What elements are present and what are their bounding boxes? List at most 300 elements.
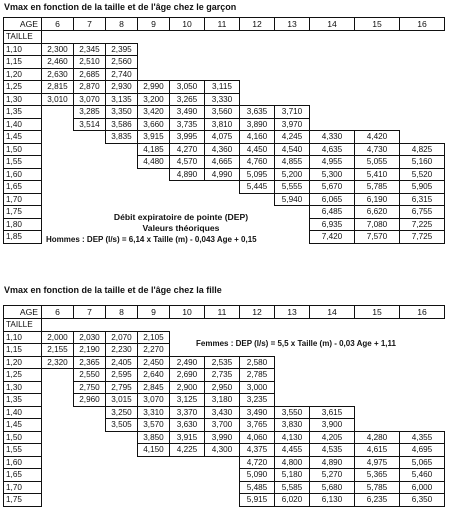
empty-cell (42, 406, 74, 419)
vmax-cell: 5,300 (310, 168, 355, 181)
vmax-cell: 3,125 (170, 394, 205, 407)
empty-cell (138, 43, 170, 56)
empty-cell (240, 93, 275, 106)
empty-cell (400, 331, 445, 344)
vmax-cell: 2,365 (74, 356, 106, 369)
empty-cell (42, 369, 74, 382)
vmax-cell: 4,245 (275, 131, 310, 144)
girls-formula-label: Femmes (196, 339, 229, 348)
dep-note (86, 212, 276, 234)
empty-cell (138, 168, 170, 181)
empty-cell (106, 31, 138, 44)
vmax-cell: 4,355 (400, 431, 445, 444)
vmax-cell: 4,280 (355, 431, 400, 444)
empty-cell (205, 469, 240, 482)
empty-cell (42, 156, 74, 169)
vmax-cell: 2,845 (138, 381, 170, 394)
age-column-header: 7 (74, 306, 106, 319)
empty-cell (310, 68, 355, 81)
vmax-cell: 6,935 (310, 218, 355, 231)
empty-cell (355, 419, 400, 432)
vmax-cell: 5,055 (355, 156, 400, 169)
empty-cell (170, 456, 205, 469)
empty-cell (275, 381, 310, 394)
boys-vmax-table (3, 17, 445, 244)
empty-cell (138, 319, 170, 332)
empty-cell (205, 181, 240, 194)
vmax-cell: 5,160 (400, 156, 445, 169)
vmax-cell: 4,760 (240, 156, 275, 169)
vmax-cell: 2,000 (42, 331, 74, 344)
empty-cell (205, 43, 240, 56)
vmax-cell: 2,795 (106, 381, 138, 394)
vmax-cell: 3,710 (275, 106, 310, 119)
height-label: 1,10 (4, 43, 42, 56)
vmax-cell: 4,360 (205, 143, 240, 156)
empty-cell (74, 131, 106, 144)
table-row (4, 356, 445, 369)
vmax-cell: 5,555 (275, 181, 310, 194)
vmax-cell: 3,970 (275, 118, 310, 131)
empty-cell (74, 481, 106, 494)
vmax-cell: 3,514 (74, 118, 106, 131)
vmax-cell: 4,270 (170, 143, 205, 156)
age-column-header: 8 (106, 306, 138, 319)
empty-cell (400, 356, 445, 369)
vmax-cell: 6,485 (310, 206, 355, 219)
empty-cell (355, 381, 400, 394)
empty-cell (74, 419, 106, 432)
empty-cell (106, 156, 138, 169)
vmax-cell: 4,635 (310, 143, 355, 156)
table-row (4, 156, 445, 169)
height-label: 1,50 (4, 143, 42, 156)
table-row (4, 106, 445, 119)
table-row (4, 394, 445, 407)
age-column-header: 14 (310, 306, 355, 319)
vmax-cell: 4,225 (170, 444, 205, 457)
vmax-cell: 7,725 (400, 231, 445, 244)
empty-cell (42, 469, 74, 482)
empty-cell (106, 469, 138, 482)
vmax-cell: 5,410 (355, 168, 400, 181)
empty-cell (400, 419, 445, 432)
empty-cell (240, 56, 275, 69)
height-label: 1,60 (4, 168, 42, 181)
empty-cell (310, 356, 355, 369)
empty-cell (310, 394, 355, 407)
vmax-cell: 2,690 (170, 369, 205, 382)
vmax-cell: 6,065 (310, 193, 355, 206)
empty-cell (74, 193, 106, 206)
height-label: 1,25 (4, 369, 42, 382)
vmax-cell: 4,540 (275, 143, 310, 156)
empty-cell (42, 206, 74, 219)
age-column-header: 14 (310, 18, 355, 31)
empty-cell (170, 181, 205, 194)
age-column-header: 12 (240, 18, 275, 31)
empty-cell (42, 143, 74, 156)
age-column-header: 15 (355, 18, 400, 31)
vmax-cell: 4,420 (355, 131, 400, 144)
vmax-cell: 5,270 (310, 469, 355, 482)
vmax-cell: 4,150 (138, 444, 170, 457)
age-column-header: 16 (400, 18, 445, 31)
vmax-cell: 5,905 (400, 181, 445, 194)
vmax-cell: 3,310 (138, 406, 170, 419)
vmax-cell: 5,485 (240, 481, 275, 494)
vmax-cell: 2,560 (106, 56, 138, 69)
vmax-cell: 3,995 (170, 131, 205, 144)
age-column-header: 6 (42, 18, 74, 31)
vmax-cell: 2,460 (42, 56, 74, 69)
vmax-cell: 2,740 (106, 68, 138, 81)
vmax-cell: 2,405 (106, 356, 138, 369)
empty-cell (106, 431, 138, 444)
vmax-cell: 3,235 (240, 394, 275, 407)
vmax-cell: 2,230 (106, 344, 138, 357)
empty-cell (355, 118, 400, 131)
empty-cell (42, 394, 74, 407)
table-row (4, 193, 445, 206)
empty-cell (275, 56, 310, 69)
age-column-header: 16 (400, 306, 445, 319)
empty-cell (170, 193, 205, 206)
empty-cell (400, 68, 445, 81)
empty-cell (355, 31, 400, 44)
table-row (4, 56, 445, 69)
empty-cell (106, 481, 138, 494)
table-row (4, 68, 445, 81)
empty-cell (240, 31, 275, 44)
boys-formula (46, 235, 257, 244)
empty-cell (138, 469, 170, 482)
vmax-cell: 5,460 (400, 469, 445, 482)
table-row (4, 419, 445, 432)
vmax-cell: 4,890 (310, 456, 355, 469)
height-label: 1,45 (4, 131, 42, 144)
empty-cell (205, 319, 240, 332)
empty-cell (138, 456, 170, 469)
empty-cell (240, 43, 275, 56)
vmax-cell: 3,765 (240, 419, 275, 432)
vmax-cell: 3,250 (106, 406, 138, 419)
vmax-cell: 2,270 (138, 344, 170, 357)
empty-cell (106, 444, 138, 457)
vmax-cell: 2,815 (42, 81, 74, 94)
vmax-cell: 4,160 (240, 131, 275, 144)
height-label: 1,45 (4, 419, 42, 432)
height-label: 1,60 (4, 456, 42, 469)
height-label: 1,30 (4, 93, 42, 106)
vmax-cell: 2,930 (106, 81, 138, 94)
age-column-header: 10 (170, 306, 205, 319)
empty-cell (355, 81, 400, 94)
vmax-cell: 3,420 (138, 106, 170, 119)
empty-cell (355, 106, 400, 119)
vmax-cell: 7,420 (310, 231, 355, 244)
vmax-cell: 3,350 (106, 106, 138, 119)
vmax-cell: 2,580 (240, 356, 275, 369)
vmax-cell: 3,900 (310, 419, 355, 432)
height-label: 1,15 (4, 344, 42, 357)
empty-cell (355, 68, 400, 81)
table-row (4, 93, 445, 106)
vmax-cell: 3,615 (310, 406, 355, 419)
table-row (4, 43, 445, 56)
vmax-cell: 7,570 (355, 231, 400, 244)
empty-cell (138, 31, 170, 44)
vmax-cell: 3,070 (74, 93, 106, 106)
empty-cell (355, 43, 400, 56)
empty-cell (400, 118, 445, 131)
empty-cell (205, 56, 240, 69)
vmax-cell: 5,585 (275, 481, 310, 494)
empty-cell (400, 319, 445, 332)
vmax-cell: 3,285 (74, 106, 106, 119)
empty-cell (106, 456, 138, 469)
vmax-cell: 3,010 (42, 93, 74, 106)
vmax-cell: 7,080 (355, 218, 400, 231)
empty-cell (42, 319, 74, 332)
age-column-header: 13 (275, 18, 310, 31)
vmax-cell: 4,615 (355, 444, 400, 457)
age-column-header: 9 (138, 306, 170, 319)
table-row (4, 456, 445, 469)
vmax-cell: 4,800 (275, 456, 310, 469)
vmax-cell: 2,870 (74, 81, 106, 94)
vmax-cell: 3,630 (170, 419, 205, 432)
empty-cell (138, 68, 170, 81)
empty-cell (74, 456, 106, 469)
vmax-cell: 3,700 (205, 419, 240, 432)
vmax-cell: 6,620 (355, 206, 400, 219)
vmax-cell: 3,135 (106, 93, 138, 106)
dep-note-title: Débit expiratoire de pointe (DEP) (113, 212, 249, 222)
table-row (4, 431, 445, 444)
empty-cell (42, 106, 74, 119)
empty-cell (400, 394, 445, 407)
table-row (4, 168, 445, 181)
vmax-cell: 3,370 (170, 406, 205, 419)
vmax-cell: 6,235 (355, 494, 400, 507)
vmax-cell: 4,665 (205, 156, 240, 169)
age-column-header: 11 (205, 306, 240, 319)
height-label: 1,35 (4, 394, 42, 407)
height-label: 1,10 (4, 331, 42, 344)
table-row (4, 131, 445, 144)
vmax-cell: 5,180 (275, 469, 310, 482)
vmax-cell: 5,520 (400, 168, 445, 181)
table-row (4, 444, 445, 457)
age-column-header: 12 (240, 306, 275, 319)
vmax-cell: 6,130 (310, 494, 355, 507)
age-header: AGE (4, 306, 42, 319)
vmax-cell: 3,505 (106, 419, 138, 432)
table-row (4, 469, 445, 482)
empty-cell (74, 143, 106, 156)
vmax-cell: 3,850 (138, 431, 170, 444)
vmax-cell: 4,060 (240, 431, 275, 444)
height-label: 1,20 (4, 356, 42, 369)
vmax-cell: 3,200 (138, 93, 170, 106)
vmax-cell: 2,960 (74, 394, 106, 407)
empty-cell (170, 43, 205, 56)
empty-cell (138, 481, 170, 494)
vmax-cell: 4,990 (205, 168, 240, 181)
empty-cell (42, 431, 74, 444)
empty-cell (310, 369, 355, 382)
empty-cell (205, 31, 240, 44)
vmax-cell: 2,105 (138, 331, 170, 344)
empty-cell (355, 56, 400, 69)
empty-cell (275, 43, 310, 56)
empty-cell (74, 156, 106, 169)
vmax-cell: 3,115 (205, 81, 240, 94)
empty-cell (42, 118, 74, 131)
girls-formula (196, 339, 396, 348)
empty-cell (310, 106, 355, 119)
empty-cell (275, 31, 310, 44)
empty-cell (42, 193, 74, 206)
vmax-cell: 3,180 (205, 394, 240, 407)
vmax-cell: 5,095 (240, 168, 275, 181)
vmax-cell: 4,455 (275, 444, 310, 457)
table-row (4, 381, 445, 394)
height-label: 1,35 (4, 106, 42, 119)
vmax-cell: 3,830 (275, 419, 310, 432)
dep-note-subtitle: Valeurs théoriques (142, 223, 220, 233)
vmax-cell: 5,065 (400, 456, 445, 469)
empty-cell (106, 319, 138, 332)
vmax-cell: 2,735 (205, 369, 240, 382)
vmax-cell: 4,205 (310, 431, 355, 444)
empty-cell (400, 369, 445, 382)
empty-cell (240, 193, 275, 206)
vmax-cell: 6,190 (355, 193, 400, 206)
height-label: 1,40 (4, 406, 42, 419)
vmax-cell: 3,735 (170, 118, 205, 131)
vmax-cell: 2,155 (42, 344, 74, 357)
vmax-cell: 3,050 (170, 81, 205, 94)
empty-cell (400, 56, 445, 69)
vmax-cell: 2,395 (106, 43, 138, 56)
empty-cell (74, 406, 106, 419)
vmax-cell: 4,720 (240, 456, 275, 469)
empty-cell (400, 406, 445, 419)
vmax-cell: 4,185 (138, 143, 170, 156)
empty-cell (400, 106, 445, 119)
vmax-cell: 4,825 (400, 143, 445, 156)
empty-cell (138, 181, 170, 194)
empty-cell (42, 131, 74, 144)
empty-cell (310, 381, 355, 394)
empty-cell (355, 356, 400, 369)
vmax-cell: 4,075 (205, 131, 240, 144)
height-label: 1,55 (4, 444, 42, 457)
vmax-cell: 4,890 (170, 168, 205, 181)
table-row (4, 181, 445, 194)
vmax-cell: 4,695 (400, 444, 445, 457)
empty-cell (42, 419, 74, 432)
empty-cell (240, 68, 275, 81)
vmax-cell: 3,890 (240, 118, 275, 131)
empty-cell (42, 494, 74, 507)
height-label: 1,70 (4, 193, 42, 206)
empty-cell (310, 56, 355, 69)
age-column-header: 11 (205, 18, 240, 31)
height-label: 1,65 (4, 469, 42, 482)
empty-cell (170, 469, 205, 482)
empty-cell (74, 444, 106, 457)
height-label: 1,75 (4, 494, 42, 507)
vmax-cell: 2,510 (74, 56, 106, 69)
vmax-cell: 2,595 (106, 369, 138, 382)
vmax-cell: 3,835 (106, 131, 138, 144)
vmax-cell: 3,915 (138, 131, 170, 144)
girls-table-title: Vmax en fonction de la taille et de l'âge chez la fille (4, 285, 222, 295)
boys-formula-label: Hommes (46, 235, 80, 244)
vmax-cell: 6,350 (400, 494, 445, 507)
vmax-cell: 4,300 (205, 444, 240, 457)
vmax-cell: 5,915 (240, 494, 275, 507)
vmax-cell: 5,785 (355, 181, 400, 194)
empty-cell (205, 481, 240, 494)
vmax-cell: 3,430 (205, 406, 240, 419)
vmax-cell: 2,535 (205, 356, 240, 369)
age-column-header: 13 (275, 306, 310, 319)
table-row (4, 81, 445, 94)
table-row (4, 494, 445, 507)
vmax-cell: 5,445 (240, 181, 275, 194)
height-label: 1,25 (4, 81, 42, 94)
empty-cell (275, 68, 310, 81)
vmax-cell: 6,000 (400, 481, 445, 494)
table-row (4, 481, 445, 494)
height-label: 1,30 (4, 381, 42, 394)
height-label: 1,40 (4, 118, 42, 131)
vmax-cell: 4,570 (170, 156, 205, 169)
empty-cell (42, 481, 74, 494)
vmax-cell: 6,315 (400, 193, 445, 206)
empty-cell (240, 81, 275, 94)
vmax-cell: 4,450 (240, 143, 275, 156)
empty-cell (170, 56, 205, 69)
empty-cell (310, 319, 355, 332)
empty-cell (275, 356, 310, 369)
empty-cell (275, 81, 310, 94)
vmax-cell: 3,586 (106, 118, 138, 131)
empty-cell (74, 319, 106, 332)
vmax-cell: 3,635 (240, 106, 275, 119)
taille-header: TAILLE (4, 319, 42, 332)
empty-cell (42, 168, 74, 181)
girls-vmax-table (3, 305, 445, 507)
vmax-cell: 5,365 (355, 469, 400, 482)
taille-header: TAILLE (4, 31, 42, 44)
table-row (4, 118, 445, 131)
vmax-cell: 2,070 (106, 331, 138, 344)
height-label: 1,65 (4, 181, 42, 194)
empty-cell (275, 218, 310, 231)
vmax-cell: 2,630 (42, 68, 74, 81)
vmax-cell: 2,550 (74, 369, 106, 382)
vmax-cell: 4,330 (310, 131, 355, 144)
empty-cell (275, 394, 310, 407)
vmax-cell: 3,000 (240, 381, 275, 394)
empty-cell (240, 319, 275, 332)
vmax-cell: 6,755 (400, 206, 445, 219)
